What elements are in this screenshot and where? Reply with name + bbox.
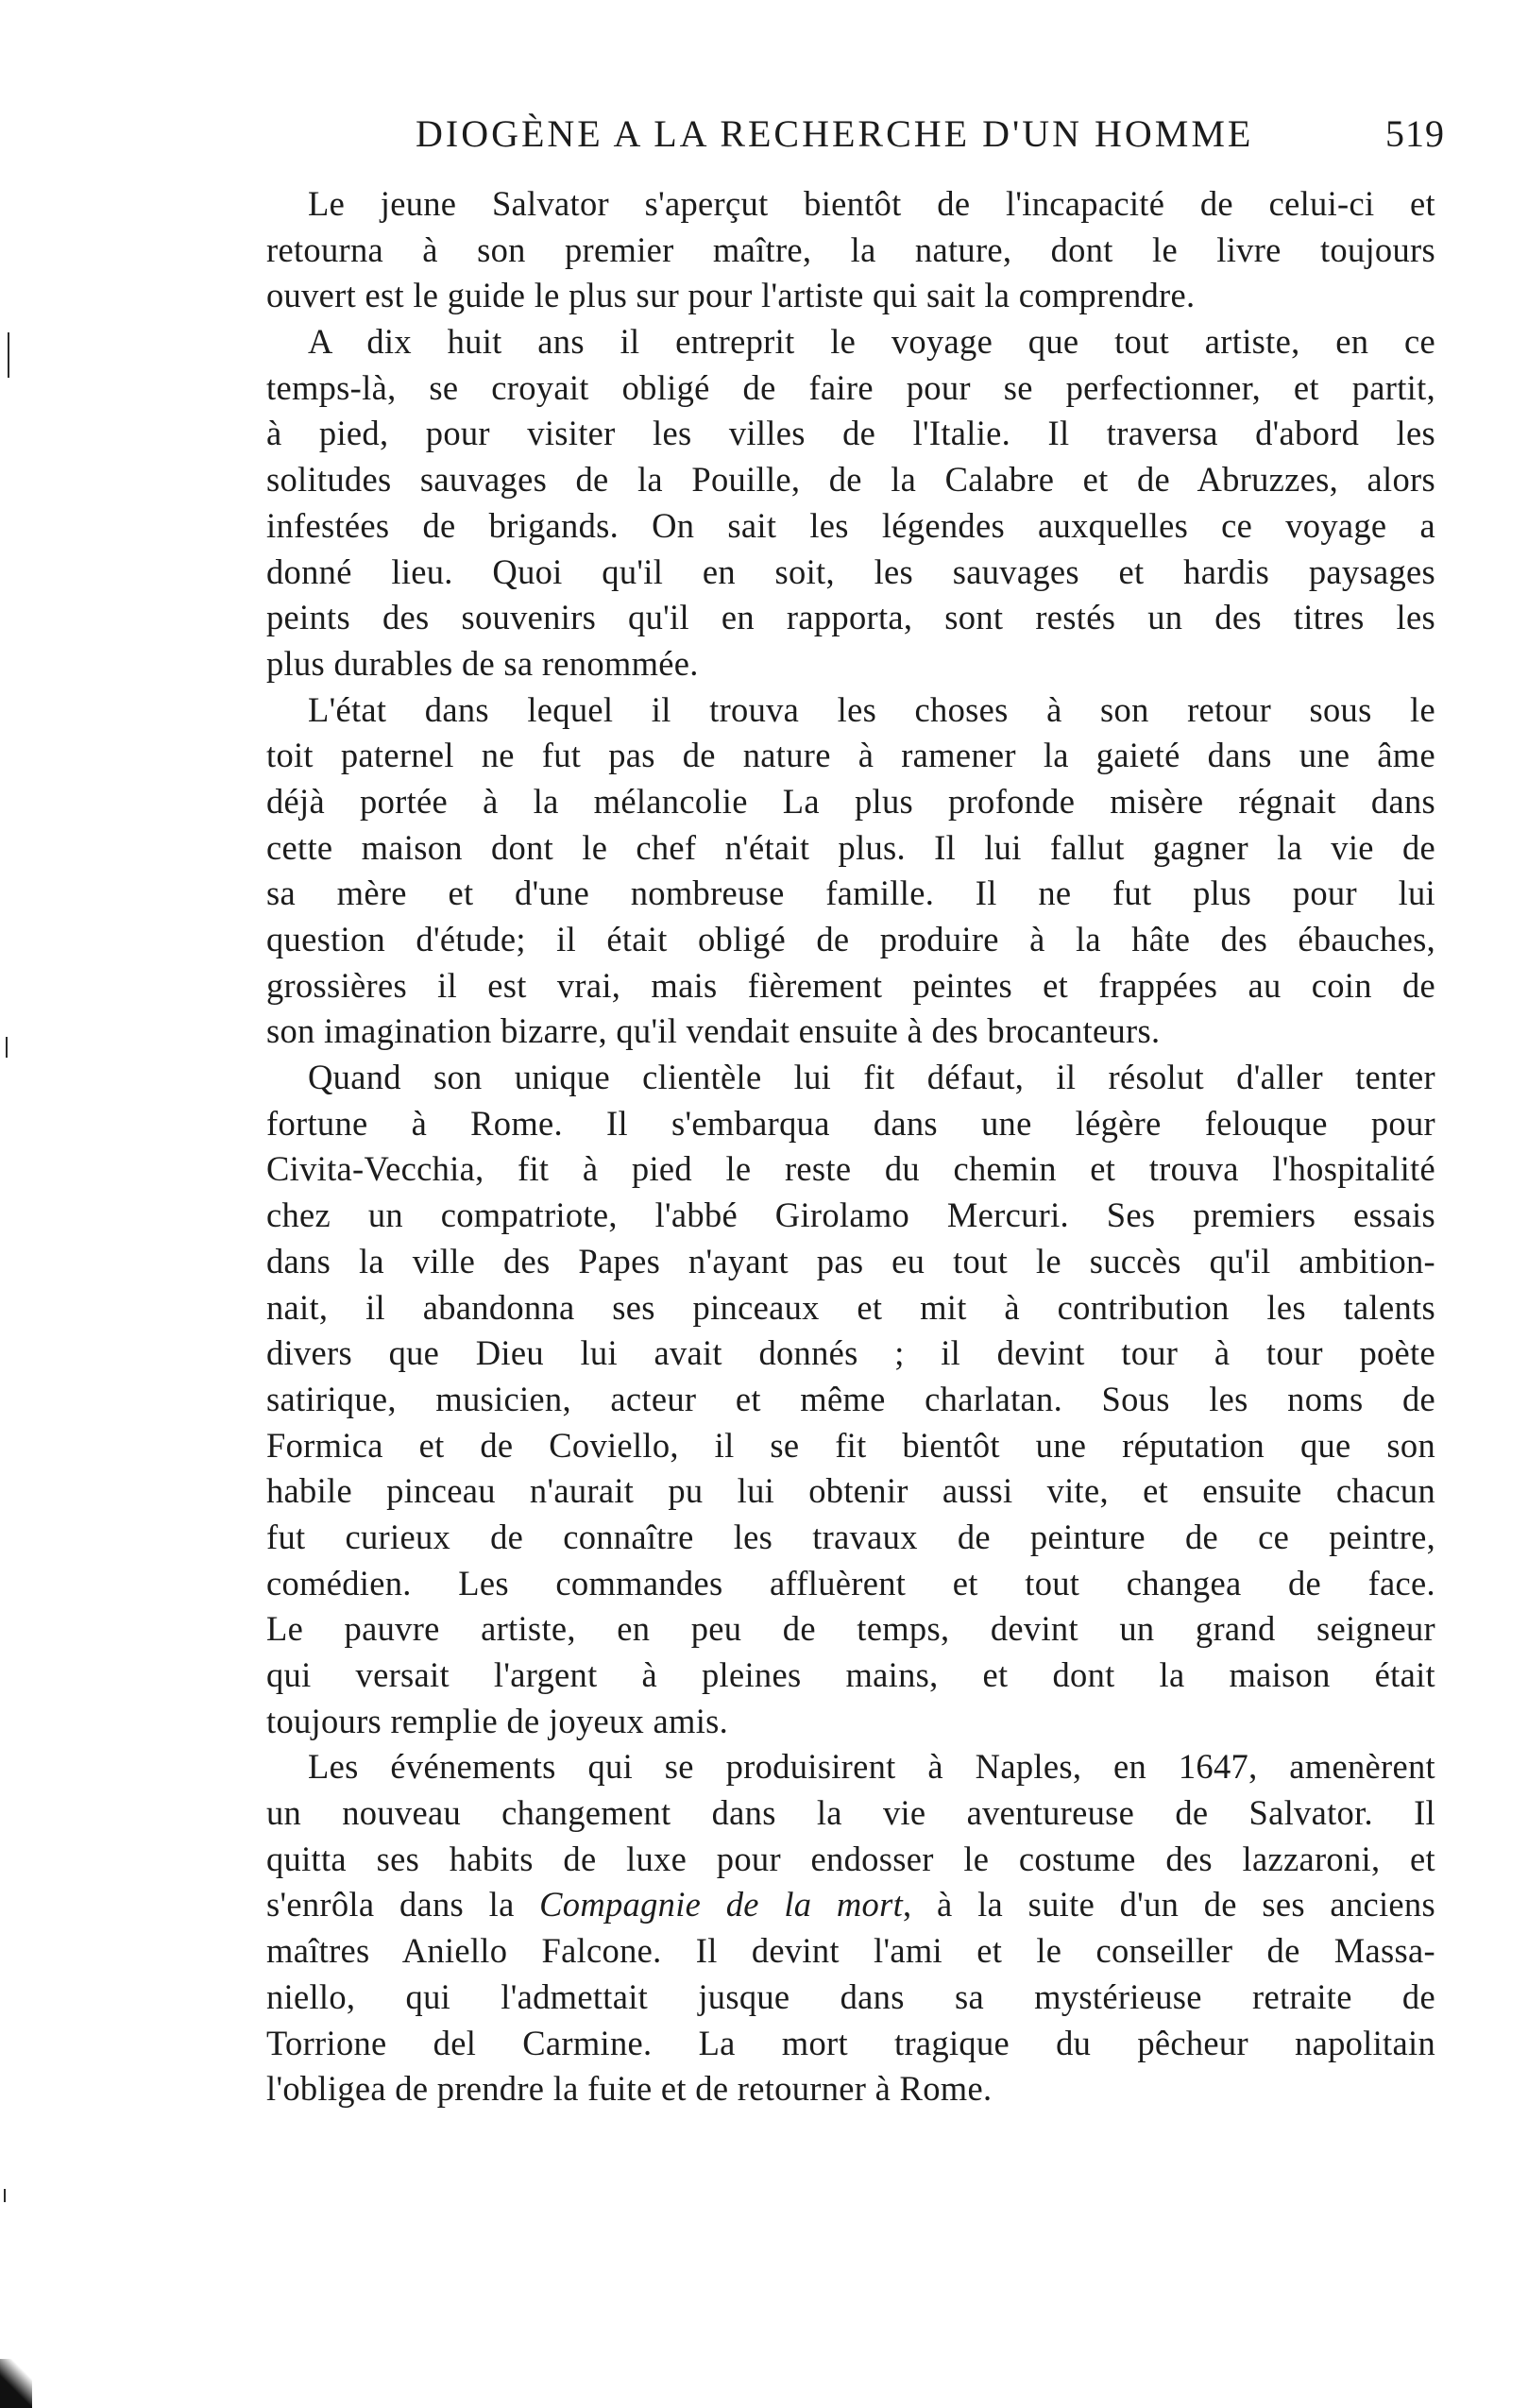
- text-line: question d'étude; il était obligé de produire à la hâte des ébauches,: [266, 920, 1435, 958]
- text-line: fortune à Rome. Il s'embarqua dans une légère felouque pour: [266, 1103, 1435, 1143]
- text-line: L'état dans lequel il trouva les choses à son retour sous le: [308, 689, 1435, 729]
- text-line: nait, il abandonna ses pinceaux et mit à contribution les talents: [266, 1287, 1435, 1327]
- body-text: [266, 181, 1435, 2112]
- text-line: Torrione del Carmine. La mort tragique du pêcheur napolitain: [266, 2023, 1435, 2062]
- text-line: quitta ses habits de luxe pour endosser le costume des lazzaroni, et: [266, 1839, 1435, 1878]
- text-line: donné lieu. Quoi qu'il en soit, les sauvages et hardis paysages: [266, 551, 1435, 591]
- running-header: [416, 106, 1445, 162]
- text-line: à pied, pour visiter les villes de l'Italie. Il traversa d'abord les: [266, 414, 1435, 453]
- text-line: retourna à son premier maître, la nature, dont le livre toujours: [266, 229, 1435, 269]
- text-line: Le pauvre artiste, en peu de temps, devint un grand seigneur: [266, 1609, 1435, 1649]
- italic-title: Compagnie de la mort: [539, 1885, 904, 1925]
- text-line: comédien. Les commandes affluèrent et tout changea de face.: [266, 1563, 1435, 1603]
- text-line: Les événements qui se produisirent à Naples, en 1647, amenèrent: [308, 1747, 1435, 1787]
- text-line: maîtres Aniello Falcone. Il devint l'ami et le conseiller de Massa-: [266, 1931, 1435, 1971]
- page-number: 519: [1385, 112, 1445, 155]
- margin-mark: [4, 2189, 6, 2202]
- text-segment: , à la suite d'un de ses anciens: [903, 1885, 1435, 1925]
- text-line: cette maison dont le chef n'était plus. Il lui fallut gagner la vie de: [266, 827, 1435, 867]
- text-line: toit paternel ne fut pas de nature à ramener la gaieté dans une âme: [266, 736, 1435, 775]
- text-line: l'obligea de prendre la fuite et de retourner à Rome.: [266, 2069, 993, 2109]
- text-line: niello, qui l'admettait jusque dans sa mystérieuse retraite de: [266, 1976, 1435, 2016]
- text-line: chez un compatriote, l'abbé Girolamo Mercuri. Ses premiers essais: [266, 1196, 1435, 1235]
- text-line: ouvert est le guide le plus sur pour l'artiste qui sait la comprendre.: [266, 276, 1196, 315]
- scan-corner-shadow: [0, 2359, 32, 2408]
- text-line: A dix huit ans il entreprit le voyage que tout artiste, en ce: [308, 322, 1435, 362]
- text-line: sa mère et d'une nombreuse famille. Il ne fut plus pour lui: [266, 873, 1435, 913]
- text-line: toujours remplie de joyeux amis.: [266, 1701, 729, 1740]
- text-line: Formica et de Coviello, il se fit bientôt une réputation que son: [266, 1425, 1435, 1465]
- margin-mark: [6, 1037, 8, 1058]
- text-line: son imagination bizarre, qu'il vendait ensuite à des brocanteurs.: [266, 1011, 1161, 1051]
- text-line: satirique, musicien, acteur et même charlatan. Sous les noms de: [266, 1379, 1435, 1418]
- text-line: [266, 1882, 1435, 1928]
- text-line: dans la ville des Papes n'ayant pas eu tout le succès qu'il ambition-: [266, 1241, 1435, 1280]
- text-line: Quand son unique clientèle lui fit défaut, il résolut d'aller tenter: [308, 1058, 1435, 1097]
- text-line: déjà portée à la mélancolie La plus profonde misère régnait dans: [266, 781, 1435, 821]
- text-line: Le jeune Salvator s'aperçut bientôt de l'incapacité de celui-ci et: [308, 184, 1435, 223]
- text-line: solitudes sauvages de la Pouille, de la Calabre et de Abruzzes, alors: [266, 460, 1435, 500]
- text-line: infestées de brigands. On sait les légendes auxquelles ce voyage a: [266, 505, 1435, 545]
- text-line: temps-là, se croyait obligé de faire pour se perfectionner, et partit,: [266, 367, 1435, 407]
- margin-mark: [8, 332, 9, 378]
- text-segment: s'enrôla dans la: [266, 1885, 540, 1925]
- running-title: DIOGÈNE A LA RECHERCHE D'UN HOMME: [416, 112, 1254, 155]
- text-line: Civita-Vecchia, fit à pied le reste du chemin et trouva l'hospitalité: [266, 1149, 1435, 1189]
- text-line: qui versait l'argent à pleines mains, et dont la maison était: [266, 1655, 1435, 1694]
- text-line: fut curieux de connaître les travaux de peinture de ce peintre,: [266, 1517, 1435, 1556]
- text-line: divers que Dieu lui avait donnés ; il devint tour à tour poète: [266, 1333, 1435, 1373]
- text-line: grossières il est vrai, mais fièrement peintes et frappées au coin de: [266, 965, 1435, 1005]
- text-line: peints des souvenirs qu'il en rapporta, sont restés un des titres les: [266, 598, 1435, 637]
- text-line: un nouveau changement dans la vie aventureuse de Salvator. Il: [266, 1793, 1435, 1833]
- text-line: habile pinceau n'aurait pu lui obtenir aussi vite, et ensuite chacun: [266, 1471, 1435, 1511]
- text-line: plus durables de sa renommée.: [266, 643, 699, 683]
